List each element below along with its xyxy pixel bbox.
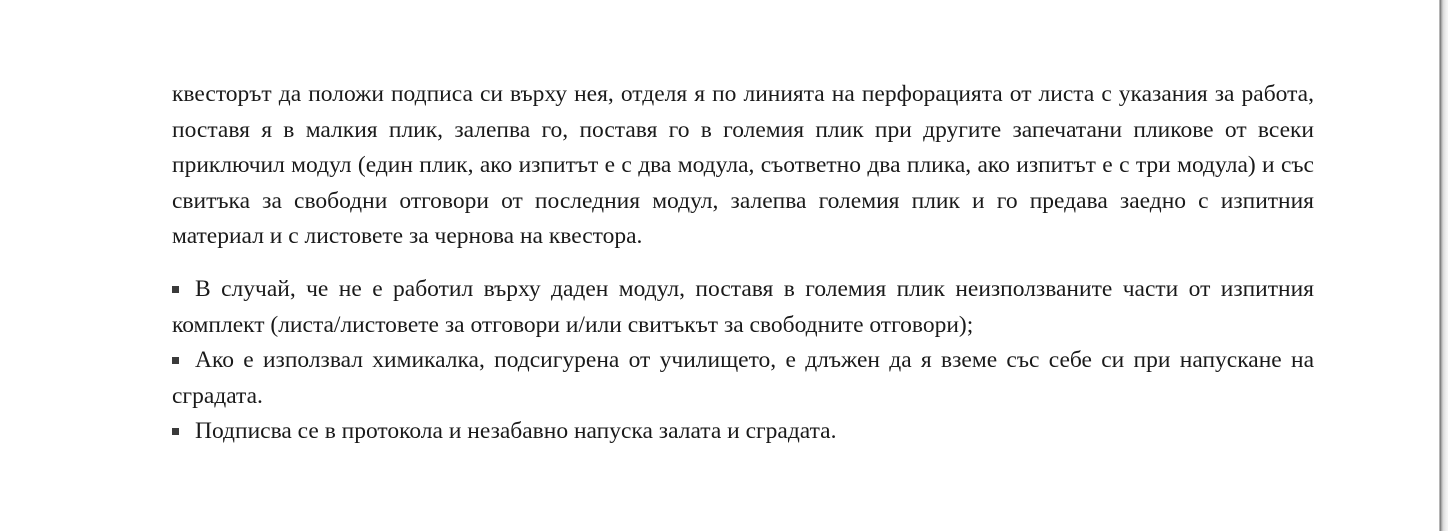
list-item-text: Ако е използвал химикалка, подсигурена от училището, е длъжен да я вземе със себе си при напускане на сградата. xyxy=(172,347,1314,409)
list-item xyxy=(172,414,1314,450)
square-bullet-icon xyxy=(172,357,179,364)
bullet-list xyxy=(172,272,1314,450)
list-item-text: В случай, че не е работил върху даден модул, поставя в големия плик неизползваните части от изпитния комплект (листа/листовете за отговори и/или свитъкът за свободните отговори); xyxy=(172,275,1314,338)
list-item-text: Подписва се в протокола и незабавно напуска залата и сградата. xyxy=(195,418,837,445)
list-item xyxy=(172,343,1314,414)
list-item xyxy=(172,272,1314,343)
square-bullet-icon xyxy=(172,428,179,435)
body-paragraph: квесторът да положи подписа си върху нея, отделя я по линията на перфорацията от листа с указания за работа, поставя я в малкия плик, залепва го, поставя го в големия плик при другите запечатани пликове от всеки приключил модул (един плик, ако изпитът е с два модула, съответно два плика, ако изпитът е с три модула) и със свитъка за свободни отговори от последния модул, залепва големия плик и го предава заедно с изпитния материал и с листовете за чернова на квестора. xyxy=(172,81,1314,250)
document-body xyxy=(172,77,1314,450)
square-bullet-icon xyxy=(172,286,179,293)
page-edge xyxy=(1434,0,1448,531)
